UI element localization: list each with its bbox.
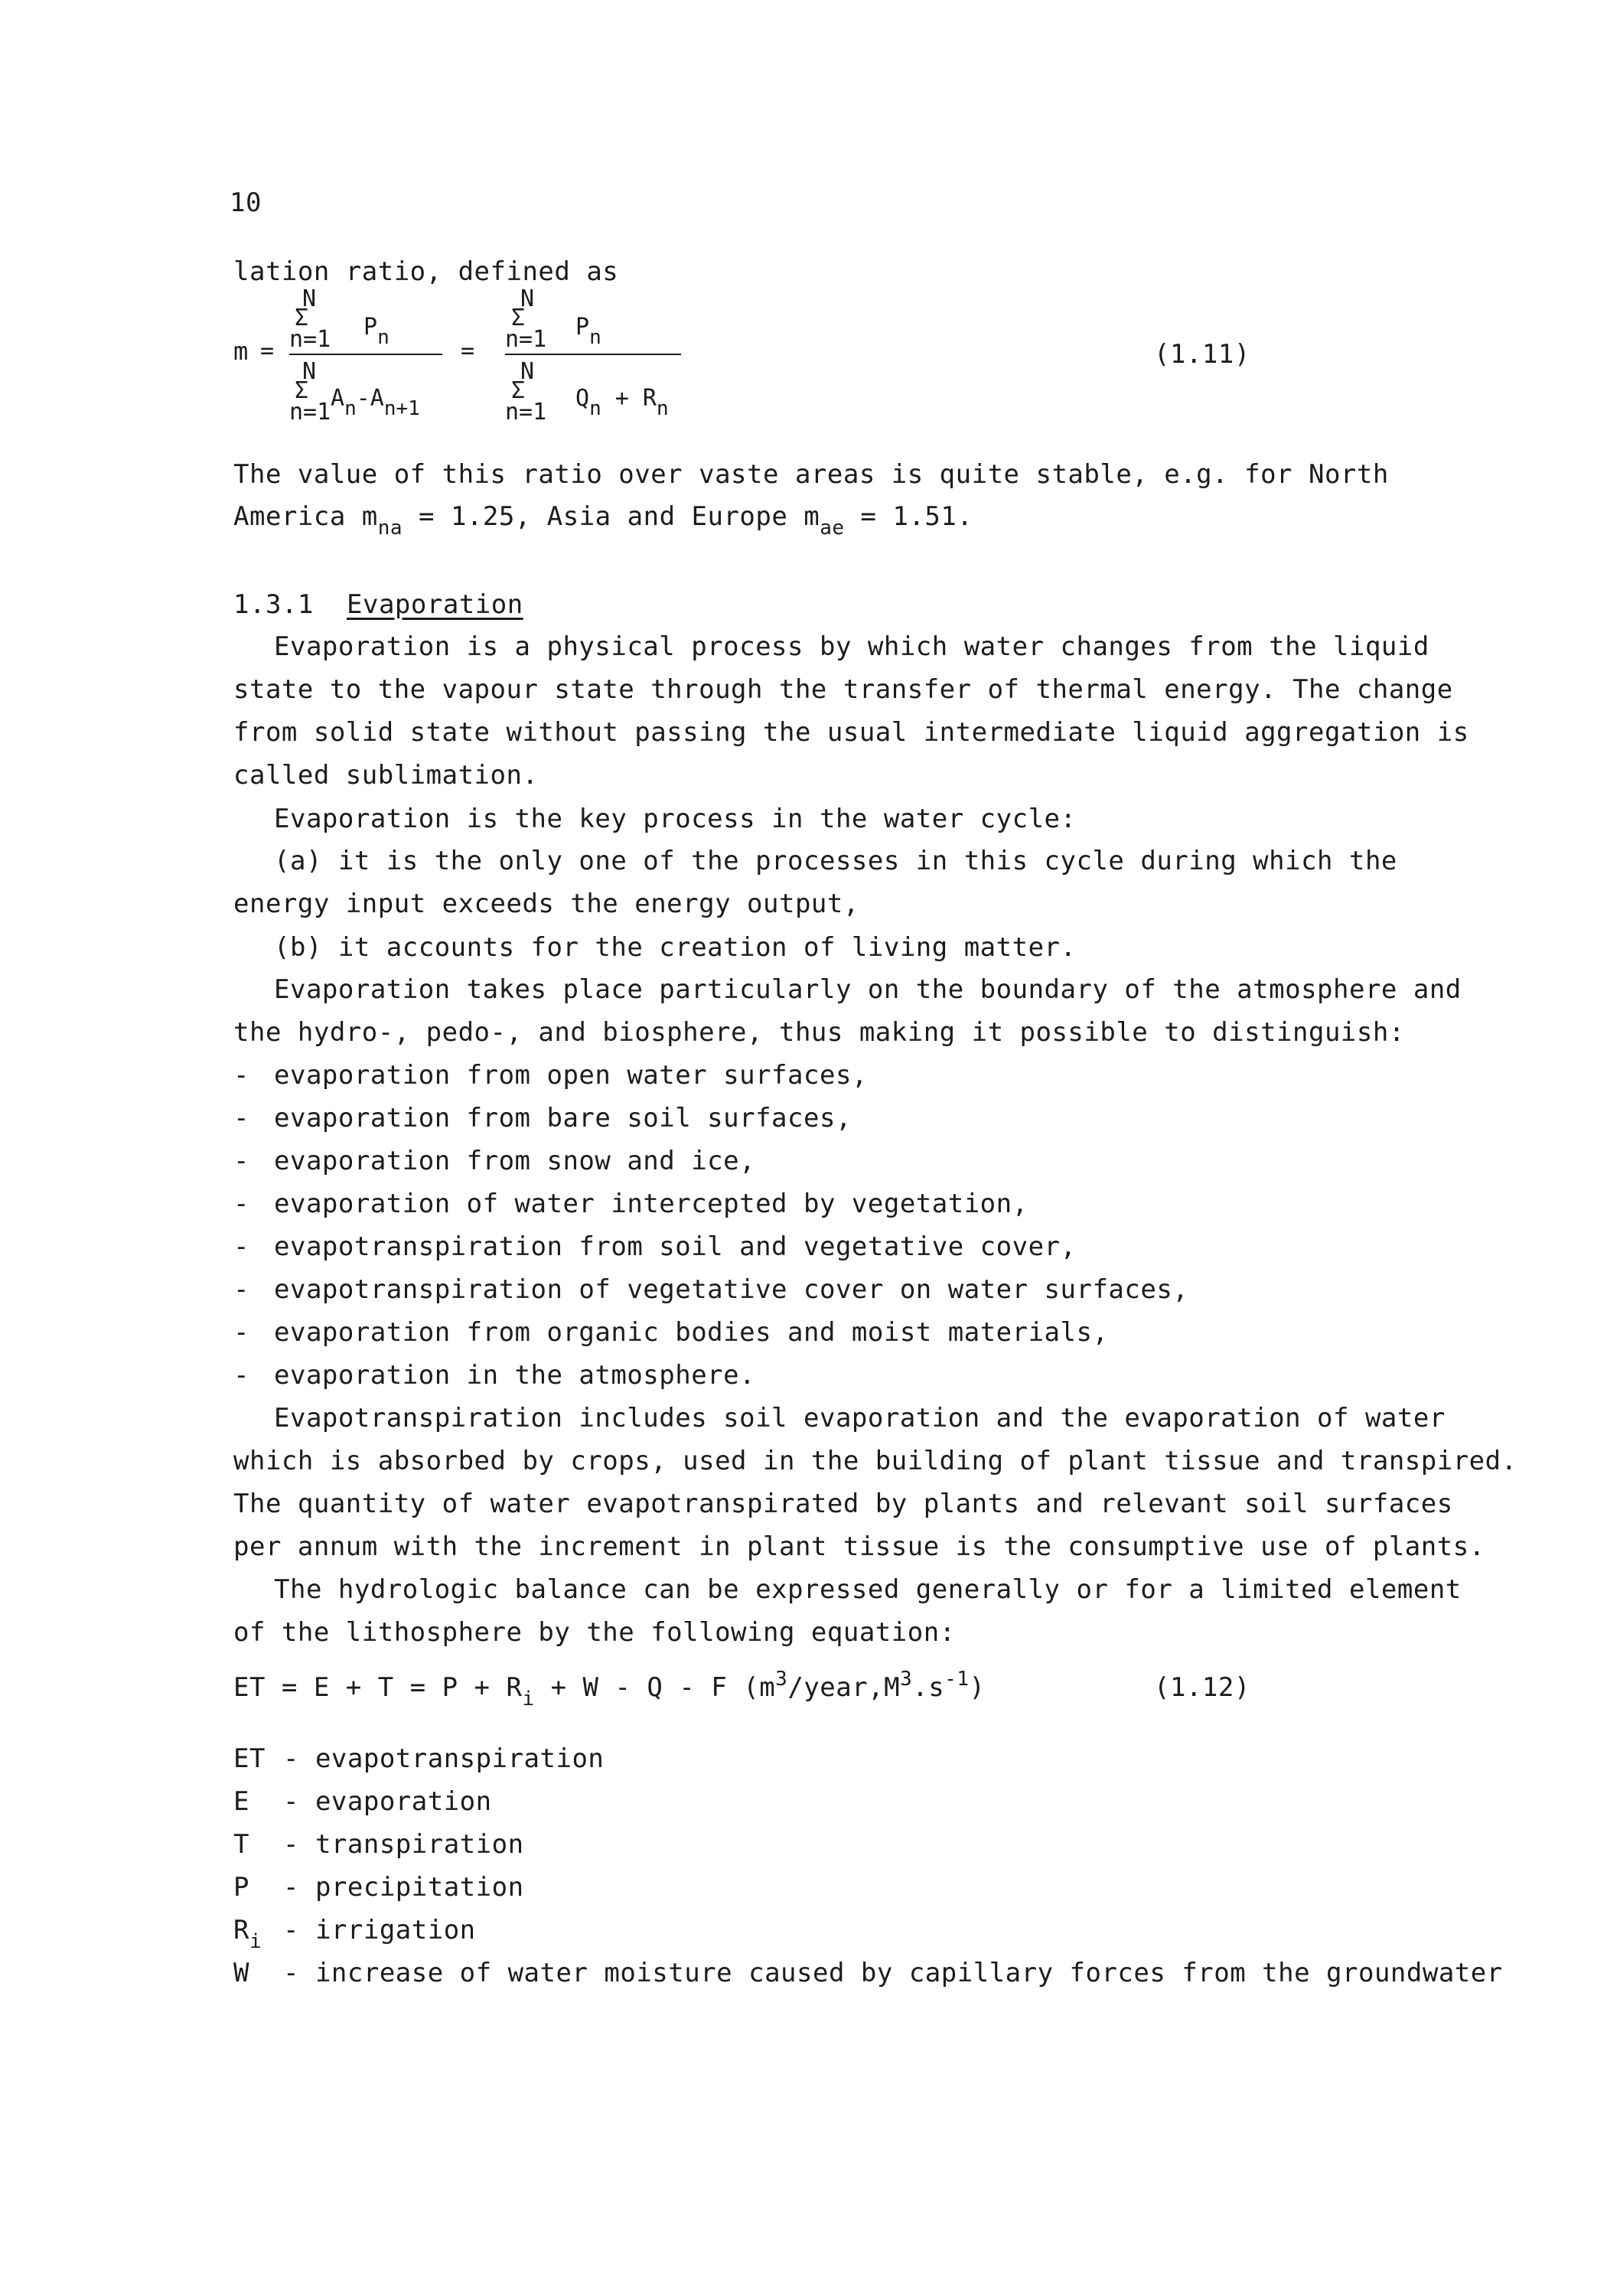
paragraph-line: Evaporation takes place particularly on the boundary of the atmosphere and bbox=[274, 974, 1462, 1005]
list-item-text: evaporation from open water surfaces, bbox=[274, 1060, 868, 1091]
legend-symbol: E bbox=[233, 1786, 249, 1817]
frac1-den-sigma: Σ bbox=[295, 377, 309, 404]
eq-equals-2: = bbox=[461, 338, 475, 364]
equation-number-1-12: (1.12) bbox=[1154, 1672, 1250, 1703]
paragraph-line: (b) it accounts for the creation of living matter. bbox=[274, 932, 1077, 963]
frac2-den-upper-limit: N bbox=[520, 358, 535, 385]
list-dash: - bbox=[233, 1103, 249, 1133]
paragraph-line: Evapotranspiration includes soil evaporation and the evaporation of water bbox=[274, 1403, 1446, 1433]
legend-description: - evaporation bbox=[283, 1786, 492, 1817]
legend-description: - transpiration bbox=[283, 1829, 524, 1860]
frac2-num-lower-limit: n=1 bbox=[505, 326, 547, 353]
paragraph-line: which is absorbed by crops, used in the building of plant tissue and transpired. bbox=[233, 1446, 1517, 1476]
paragraph-line: state to the vapour state through the transfer of thermal energy. The change bbox=[233, 674, 1453, 705]
frac2-den-terms: Qn + Rn bbox=[575, 385, 669, 420]
eq-equals-1: = bbox=[260, 338, 275, 364]
paragraph-line: Evaporation is a physical process by which water changes from the liquid bbox=[274, 631, 1429, 662]
paragraph-line: the hydro-, pedo-, and biosphere, thus making it possible to distinguish: bbox=[233, 1017, 1405, 1048]
legend-description: - evapotranspiration bbox=[283, 1743, 605, 1774]
paragraph-line: of the lithosphere by the following equation: bbox=[233, 1617, 956, 1648]
ratio-line-1: The value of this ratio over vaste areas is quite stable, e.g. for North bbox=[233, 459, 1389, 490]
frac2-bar bbox=[505, 354, 681, 355]
legend-symbol: T bbox=[233, 1829, 249, 1860]
frac1-den-upper-limit: N bbox=[302, 358, 317, 385]
list-item-text: evaporation from snow and ice, bbox=[274, 1146, 756, 1176]
paragraph-line: from solid state without passing the usual intermediate liquid aggregation is bbox=[233, 717, 1469, 748]
frac1-den-terms: An-An+1 bbox=[331, 385, 420, 420]
list-item-text: evaporation from organic bodies and moist materials, bbox=[274, 1317, 1109, 1348]
frac1-num-term: Pn bbox=[363, 314, 390, 349]
frac1-den-lower-limit: n=1 bbox=[289, 399, 331, 426]
list-item-text: evapotranspiration of vegetative cover on water surfaces, bbox=[274, 1274, 1189, 1305]
list-dash: - bbox=[233, 1231, 249, 1262]
list-dash: - bbox=[233, 1274, 249, 1305]
legend-symbol: $R_i$ bbox=[233, 1915, 262, 1953]
frac2-den-sigma: Σ bbox=[511, 377, 526, 404]
list-item-text: evaporation from bare soil surfaces, bbox=[274, 1103, 852, 1133]
legend-description: - irrigation bbox=[283, 1915, 476, 1945]
section-number: 1.3.1 bbox=[233, 589, 314, 620]
list-item-text: evaporation of water intercepted by vegetation, bbox=[274, 1189, 1028, 1219]
frac1-num-upper-limit: N bbox=[302, 285, 317, 312]
page-number: 10 bbox=[230, 188, 262, 218]
frac1-num-lower-limit: n=1 bbox=[289, 326, 331, 353]
frac1-bar bbox=[289, 354, 442, 355]
legend-symbol: P bbox=[233, 1872, 249, 1903]
frac1-num-sigma: Σ bbox=[295, 305, 309, 331]
list-dash: - bbox=[233, 1189, 249, 1219]
frac2-den-lower-limit: n=1 bbox=[505, 399, 547, 426]
legend-symbol: W bbox=[233, 1958, 249, 1988]
eq-lhs: m bbox=[233, 337, 249, 366]
paragraph-line: called sublimation. bbox=[233, 760, 539, 791]
frac2-num-upper-limit: N bbox=[520, 285, 535, 312]
intro-line: lation ratio, defined as bbox=[233, 256, 619, 287]
paragraph-line: energy input exceeds the energy output, bbox=[233, 889, 859, 919]
paragraph-line: per annum with the increment in plant tissue is the consumptive use of plants. bbox=[233, 1531, 1485, 1562]
list-dash: - bbox=[233, 1146, 249, 1176]
list-dash: - bbox=[233, 1317, 249, 1348]
legend-symbol: ET bbox=[233, 1743, 266, 1774]
section-title: Evaporation bbox=[347, 589, 523, 620]
paragraph-line: The hydrologic balance can be expressed generally or for a limited element bbox=[274, 1574, 1462, 1605]
list-item-text: evapotranspiration from soil and vegetative cover, bbox=[274, 1231, 1077, 1262]
paragraph-line: (a) it is the only one of the processes in this cycle during which the bbox=[274, 846, 1397, 876]
legend-description: - increase of water moisture caused by capillary forces from the groundwater bbox=[283, 1958, 1503, 1988]
equation-number-1-11: (1.11) bbox=[1154, 339, 1250, 370]
frac2-num-sigma: Σ bbox=[511, 305, 526, 331]
equation-1-12: ET = $E + T = P + R_i + W - Q - F$ $(m^3/year,M^3.s^{-1})$ bbox=[233, 1668, 986, 1711]
paragraph-line: The quantity of water evapotranspirated by plants and relevant soil surfaces bbox=[233, 1489, 1453, 1519]
frac2-num-term: Pn bbox=[575, 314, 601, 349]
ratio-line-2: America $m_{na} = 1.25$, Asia and Europe $m_{ae} = 1.51$. bbox=[233, 501, 973, 540]
paragraph-line: Evaporation is the key process in the water cycle: bbox=[274, 804, 1077, 834]
list-item-text: evaporation in the atmosphere. bbox=[274, 1360, 756, 1391]
list-dash: - bbox=[233, 1060, 249, 1091]
legend-description: - precipitation bbox=[283, 1872, 524, 1903]
list-dash: - bbox=[233, 1360, 249, 1391]
